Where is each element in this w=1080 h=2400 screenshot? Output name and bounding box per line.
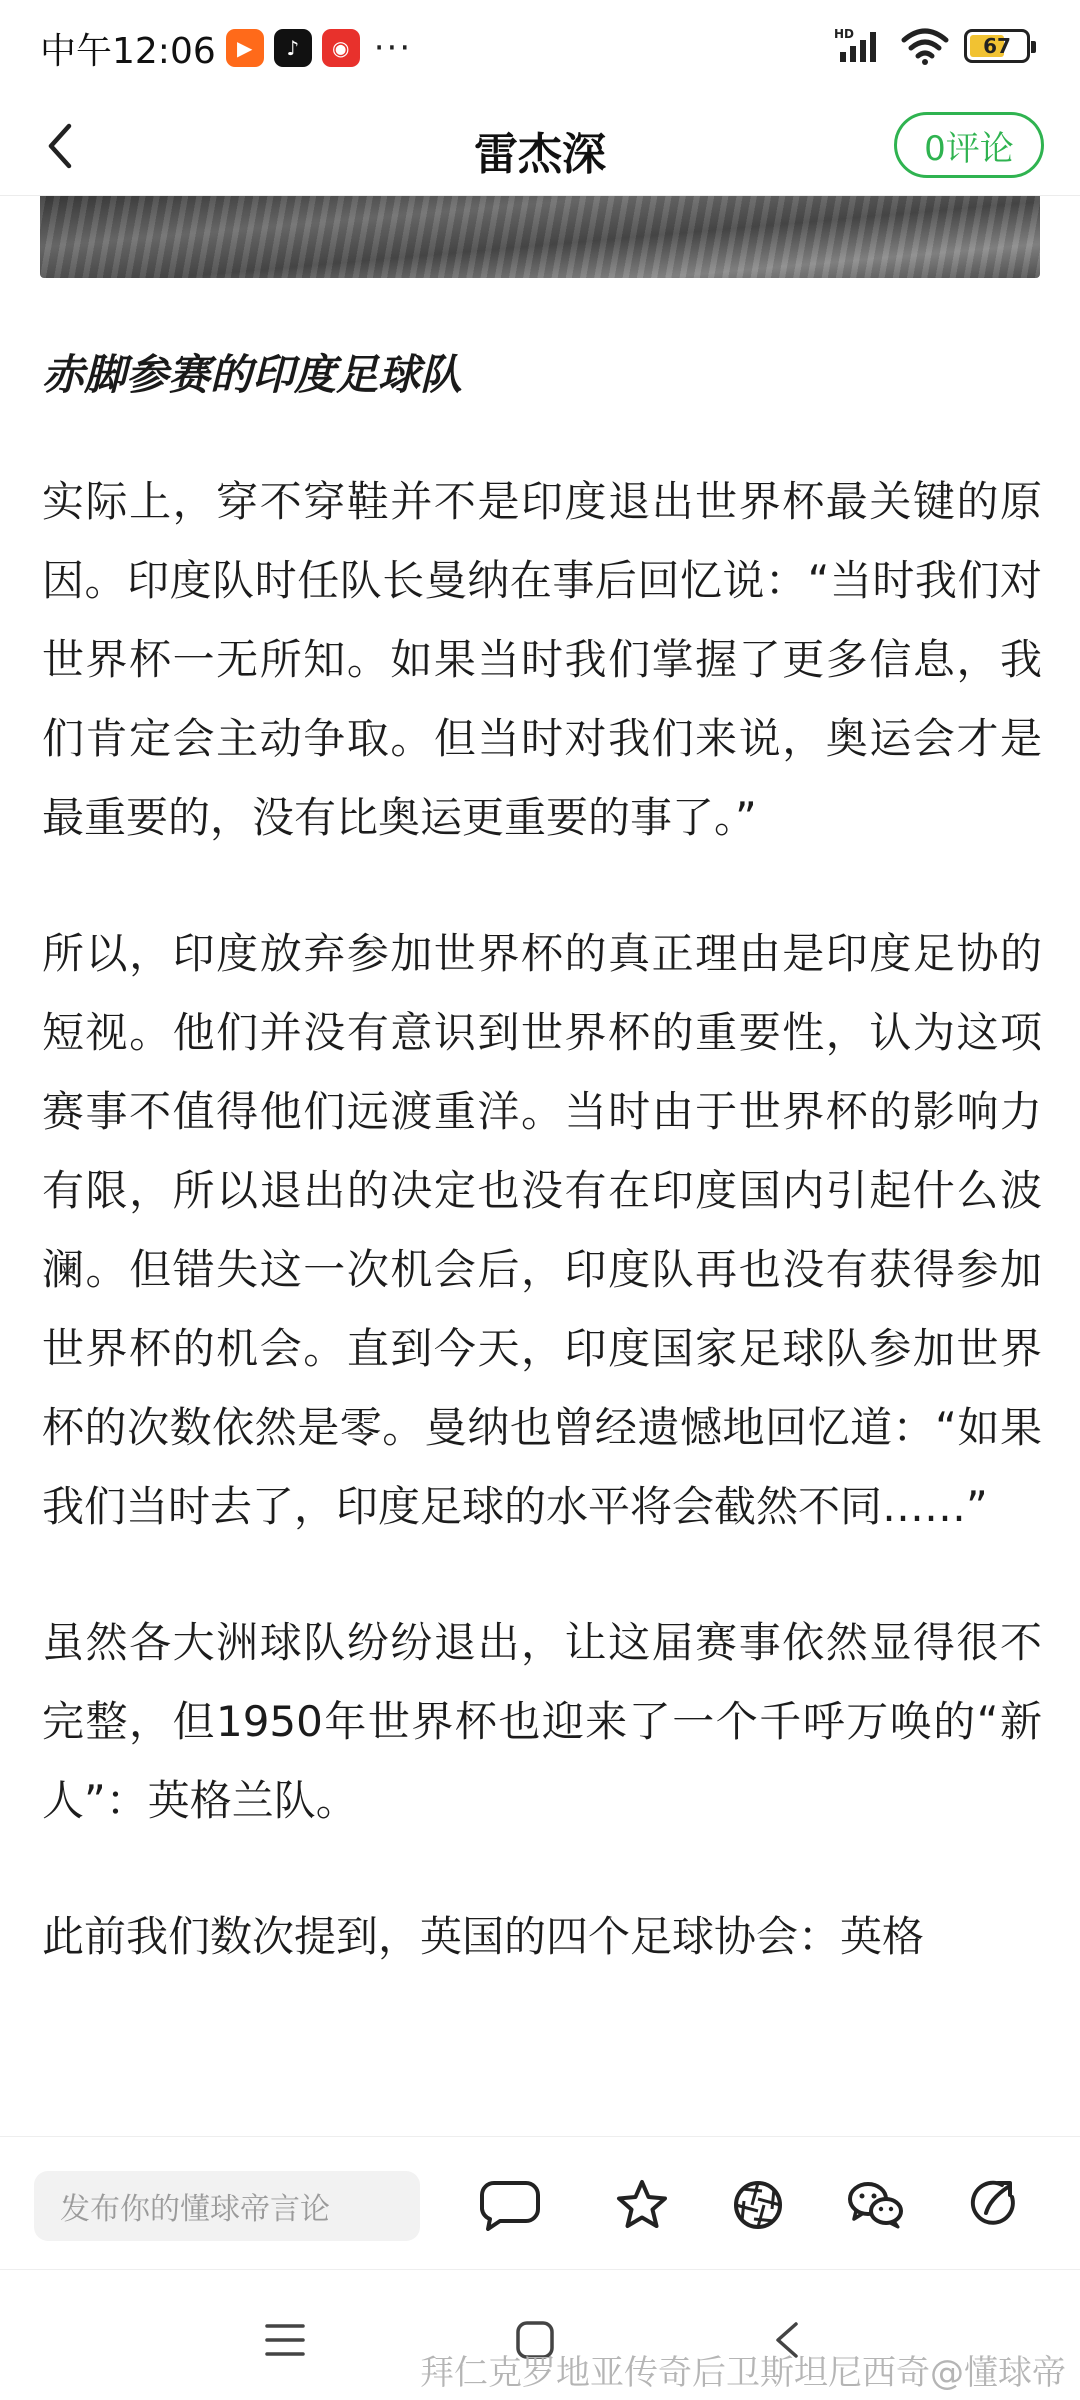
more-notifications-icon: ···	[373, 28, 413, 68]
bottom-action-bar	[0, 2136, 1080, 2270]
star-icon	[615, 2178, 669, 2232]
article-paragraph: 实际上，穿不穿鞋并不是印度退出世界杯最关键的原因。印度队时任队长曼纳在事后回忆说：“当时我们对世界杯一无所知。如果当时我们掌握了更多信息，我们肯定会主动争取。但当时对我们来说，奥运会才是最重要的，没有比奥运更重要的事了。”	[42, 477, 1042, 842]
battery-cap	[1031, 41, 1036, 53]
article-body	[42, 330, 1042, 1976]
wechat-share-button[interactable]	[836, 2165, 916, 2245]
wechat-icon	[846, 2179, 906, 2231]
kuaishou-icon: ▶	[226, 29, 264, 67]
menu-nav-button[interactable]	[250, 2310, 320, 2370]
article-image	[40, 196, 1040, 278]
page-title: 雷杰深	[474, 129, 606, 180]
status-bar	[0, 0, 1080, 96]
system-nav-bar	[0, 2270, 1080, 2400]
app-icon: ◉	[322, 29, 360, 67]
moments-share-button[interactable]	[718, 2165, 798, 2245]
article-header	[0, 96, 1080, 196]
favorite-button[interactable]	[602, 2165, 682, 2245]
douyin-icon: ♪	[274, 29, 312, 67]
menu-icon	[265, 2322, 305, 2358]
section-heading: 赤脚参赛的印度足球队	[42, 350, 463, 399]
article-paragraph: 虽然各大洲球队纷纷退出，让这届赛事依然显得很不完整，但1950年世界杯也迎来了一个千呼万唤的“新人”：英格兰队。	[42, 1618, 1042, 1825]
comment-input[interactable]: 发布你的懂球帝言论	[34, 2171, 420, 2241]
share-button[interactable]	[954, 2165, 1034, 2245]
shutter-icon	[732, 2179, 784, 2231]
wifi-icon	[900, 26, 950, 66]
battery-level: 67	[983, 34, 1011, 58]
article-paragraph: 所以，印度放弃参加世界杯的真正理由是印度足协的短视。他们并没有意识到世界杯的重要性，认为这项赛事不值得他们远渡重洋。当时由于世界杯的影响力有限，所以退出的决定也没有在印度国内引起什么波澜。但错失这一次机会后，印度队再也没有获得参加世界杯的机会。直到今天，印度国家足球队参加世界杯的次数依然是零。曼纳也曾经遗憾地回忆道：“如果我们当时去了，印度足球的水平将会截然不同……”	[42, 929, 1042, 1531]
status-indicators	[834, 26, 1030, 66]
battery-indicator	[964, 29, 1030, 63]
status-app-icons	[226, 29, 360, 67]
status-time: 中午12:06	[40, 30, 216, 72]
cellular-signal-icon	[834, 26, 886, 66]
svg-text:HD: HD	[834, 27, 855, 41]
share-icon	[968, 2179, 1020, 2231]
article-paragraph: 此前我们数次提到，英国的四个足球协会：英格	[42, 1912, 925, 1961]
watermark: 拜仁克罗地亚传奇后卫斯坦尼西奇@懂球帝	[420, 2353, 1066, 2393]
comment-button[interactable]	[470, 2165, 550, 2245]
comment-count-button[interactable]: 0评论	[894, 112, 1044, 178]
comment-icon	[480, 2179, 540, 2231]
